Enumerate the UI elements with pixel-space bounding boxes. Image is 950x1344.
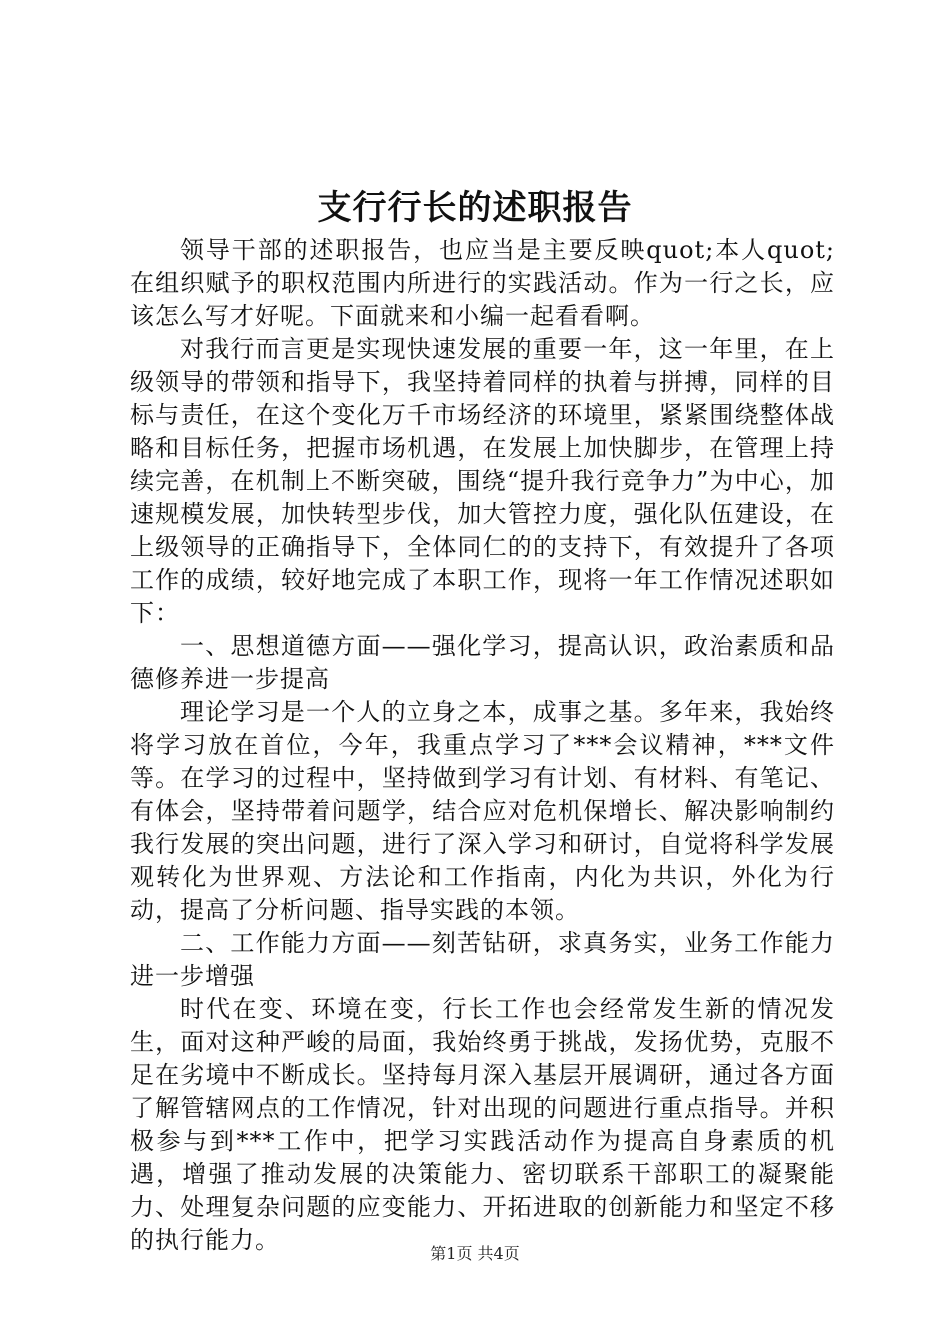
paragraph-overview: 对我行而言更是实现快速发展的重要一年，这一年里，在上级领导的带领和指导下，我坚持着同样的执着与拼搏，同样的目标与责任，在这个变化万千市场经济的环境里，紧紧围绕整体战略和目标任务，把握市场机遇，在发展上加快脚步，在管理上持续完善，在机制上不断突破，围绕“提升我行竞争力”为中心，加速规模发展，加快转型步伐，加大管控力度，强化队伍建设，在上级领导的正确指导下，全体同仁的的支持下，有效提升了各项工作的成绩，较好地完成了本职工作，现将一年工作情况述职如下： bbox=[130, 335, 835, 627]
document-title: 支行行长的述职报告 bbox=[317, 188, 633, 228]
page-number-footer: 第1页 共4页 bbox=[430, 1244, 520, 1263]
section-heading-2: 二、工作能力方面——刻苦钻研，求真务实，业务工作能力进一步增强 bbox=[130, 929, 835, 990]
section-heading-1: 一、思想道德方面——强化学习，提高认识，政治素质和品德修养进一步提高 bbox=[130, 632, 835, 693]
document-body bbox=[130, 234, 835, 1257]
paragraph-intro: 领导干部的述职报告，也应当是主要反映quot;本人quot;在组织赋予的职权范围内所进行的实践活动。作为一行之长，应该怎么写才好呢。下面就来和小编一起看看啊。 bbox=[130, 236, 835, 330]
paragraph-section-2: 时代在变、环境在变，行长工作也会经常发生新的情况发生，面对这种严峻的局面，我始终勇于挑战，发扬优势，克服不足在劣境中不断成长。坚持每月深入基层开展调研，通过各方面了解管辖网点的工作情况，针对出现的问题进行重点指导。并积极参与到***工作中，把学习实践活动作为提高自身素质的机遇，增强了推动发展的决策能力、密切联系干部职工的凝聚能力、处理复杂问题的应变能力、开拓进取的创新能力和坚定不移的执行能力。 bbox=[130, 995, 835, 1254]
paragraph-section-1: 理论学习是一个人的立身之本，成事之基。多年来，我始终将学习放在首位，今年，我重点学习了***会议精神，***文件等。在学习的过程中，坚持做到学习有计划、有材料、有笔记、有体会，坚持带着问题学，结合应对危机保增长、解决影响制约我行发展的突出问题，进行了深入学习和研讨，自觉将科学发展观转化为世界观、方法论和工作指南，内化为共识，外化为行动，提高了分析问题、指导实践的本领。 bbox=[130, 698, 835, 924]
